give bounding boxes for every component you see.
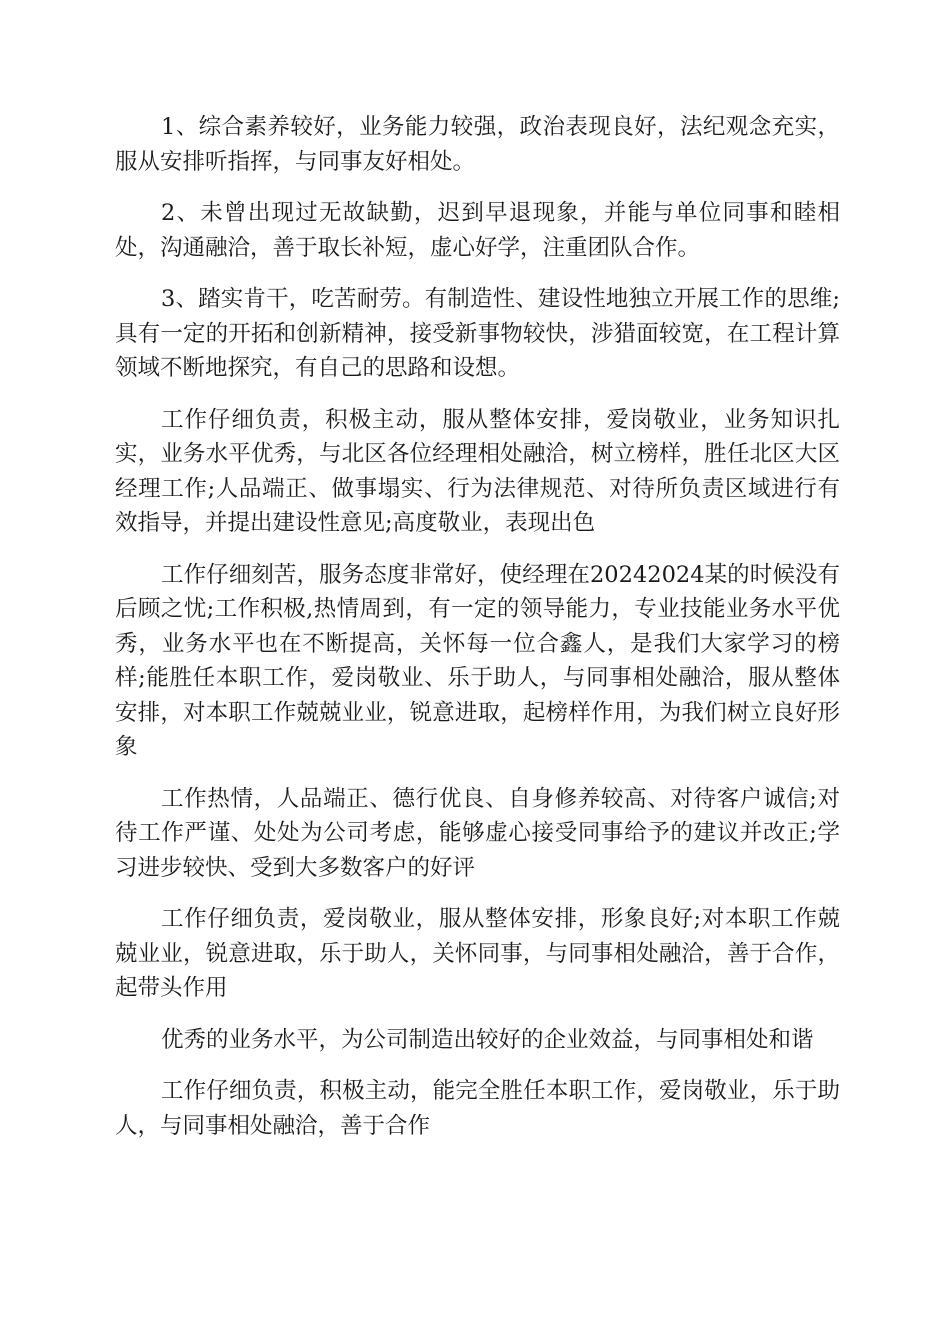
paragraph-3: 3、踏实肯干，吃苦耐劳。有制造性、建设性地独立开展工作的思维;具有一定的开拓和创新精神，接受新事物较快，涉猎面较宽，在工程计算领域不断地探究，有自己的思路和设想。 (115, 286, 840, 381)
document-body (115, 110, 840, 1160)
paragraph-2: 2、未曾出现过无故缺勤，迟到早退现象，并能与单位同事和睦相处，沟通融洽，善于取长补短，虚心好学，注重团队合作。 (115, 200, 840, 261)
paragraph-5: 工作仔细刻苦，服务态度非常好，使经理在20242024某的时候没有后顾之忧;工作积极,热情周到，有一定的领导能力，专业技能业务水平优秀，业务水平也在不断提高，关怀每一位合鑫人，是我们大家学习的榜样;能胜任本职工作，爱岗敬业、乐于助人，与同事相处融洽，服从整体安排，对本职工作兢兢业业，锐意进取，起榜样作用，为我们树立良好形象 (115, 561, 840, 760)
paragraph-4: 工作仔细负责，积极主动，服从整体安排，爱岗敬业，业务知识扎实，业务水平优秀，与北区各位经理相处融洽，树立榜样，胜任北区大区经理工作;人品端正、做事塌实、行为法律规范、对待所负责区域进行有效指导，并提出建设性意见;高度敬业，表现出色 (115, 406, 840, 536)
paragraph-1: 1、综合素养较好，业务能力较强，政治表现良好，法纪观念充实，服从安排听指挥，与同事友好相处。 (115, 114, 840, 175)
paragraph-8: 优秀的业务水平，为公司制造出较好的企业效益，与同事相处和谐 (161, 1026, 814, 1053)
paragraph-9: 工作仔细负责，积极主动，能完全胜任本职工作，爱岗敬业，乐于助人，与同事相处融洽，善于合作 (115, 1078, 840, 1139)
paragraph-6: 工作热情，人品端正、德行优良、自身修养较高、对待客户诚信;对待工作严谨、处处为公司考虑，能够虚心接受同事给予的建议并改正;学习进步较快、受到大多数客户的好评 (115, 785, 840, 881)
paragraph-7: 工作仔细负责，爱岗敬业，服从整体安排，形象良好;对本职工作兢兢业业，锐意进取，乐于助人，关怀同事，与同事相处融洽，善于合作，起带头作用 (115, 906, 840, 1001)
